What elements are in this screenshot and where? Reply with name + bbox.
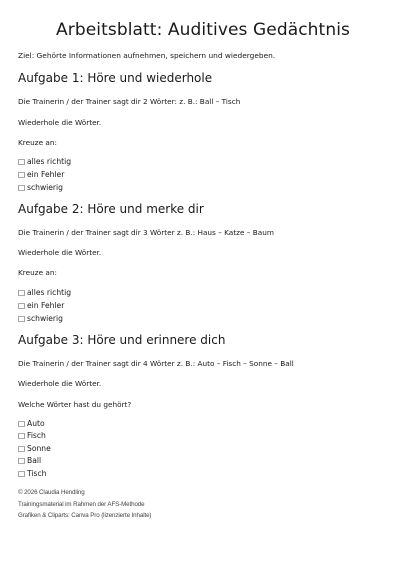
option-label: schwierig	[27, 314, 63, 323]
task-2-option[interactable]	[18, 314, 63, 323]
task-2-option[interactable]	[18, 301, 64, 310]
task-1-repeat: Wiederhole die Wörter.	[18, 118, 102, 127]
option-label: Ball	[27, 456, 42, 465]
option-label: ein Fehler	[27, 301, 65, 310]
task-3-option[interactable]	[18, 444, 51, 453]
option-label: Fisch	[27, 431, 46, 440]
task-1-prompt: Kreuze an:	[18, 138, 57, 147]
task-1-option[interactable]	[18, 170, 64, 179]
task-1-option[interactable]	[18, 157, 71, 166]
option-label: Sonne	[27, 444, 51, 453]
task-3-option[interactable]	[18, 456, 41, 465]
checkbox-icon[interactable]: □	[18, 183, 26, 192]
task-2-instruction: Die Trainerin / der Trainer sagt dir 3 Wörter z. B.: Haus – Katze – Baum	[18, 228, 274, 237]
option-label: schwierig	[27, 183, 63, 192]
task-2-heading: Aufgabe 2: Höre und merke dir	[18, 202, 204, 216]
task-2-option[interactable]	[18, 288, 71, 297]
task-3-option[interactable]	[18, 431, 46, 440]
task-1-option[interactable]	[18, 183, 63, 192]
task-3-option[interactable]	[18, 419, 45, 428]
task-3-heading: Aufgabe 3: Höre und erinnere dich	[18, 333, 226, 347]
checkbox-icon[interactable]: □	[18, 288, 26, 297]
option-label: alles richtig	[27, 157, 72, 166]
checkbox-icon[interactable]: □	[18, 456, 26, 465]
checkbox-icon[interactable]: □	[18, 419, 26, 428]
checkbox-icon[interactable]: □	[18, 314, 26, 323]
checkbox-icon[interactable]: □	[18, 301, 26, 310]
option-label: alles richtig	[27, 288, 72, 297]
footer-copyright: © 2026 Claudia Hendling	[18, 489, 85, 496]
option-label: Auto	[27, 419, 45, 428]
checkbox-icon[interactable]: □	[18, 170, 26, 179]
option-label: ein Fehler	[27, 170, 65, 179]
task-3-prompt: Welche Wörter hast du gehört?	[18, 400, 132, 409]
checkbox-icon[interactable]: □	[18, 157, 26, 166]
page-title: Arbeitsblatt: Auditives Gedächtnis	[56, 20, 350, 40]
task-1-heading: Aufgabe 1: Höre und wiederhole	[18, 71, 213, 85]
task-3-repeat: Wiederhole die Wörter.	[18, 379, 102, 388]
option-label: Tisch	[27, 469, 47, 478]
task-3-instruction: Die Trainerin / der Trainer sagt dir 4 Wörter z. B.: Auto – Fisch – Sonne – Ball	[18, 359, 294, 368]
checkbox-icon[interactable]: □	[18, 444, 26, 453]
goal-text: Ziel: Gehörte Informationen aufnehmen, speichern und wiedergeben.	[18, 51, 276, 60]
task-3-option[interactable]	[18, 469, 46, 478]
task-2-prompt: Kreuze an:	[18, 268, 57, 277]
footer-method: Trainingsmaterial im Rahmen der AFS-Methode	[18, 501, 145, 508]
checkbox-icon[interactable]: □	[18, 431, 26, 440]
checkbox-icon[interactable]: □	[18, 469, 26, 478]
task-2-repeat: Wiederhole die Wörter.	[18, 248, 102, 257]
footer-credits: Grafiken & Cliparts: Canva Pro (lizenzierte Inhalte)	[18, 512, 152, 519]
task-1-instruction: Die Trainerin / der Trainer sagt dir 2 Wörter: z. B.: Ball – Tisch	[18, 97, 241, 106]
